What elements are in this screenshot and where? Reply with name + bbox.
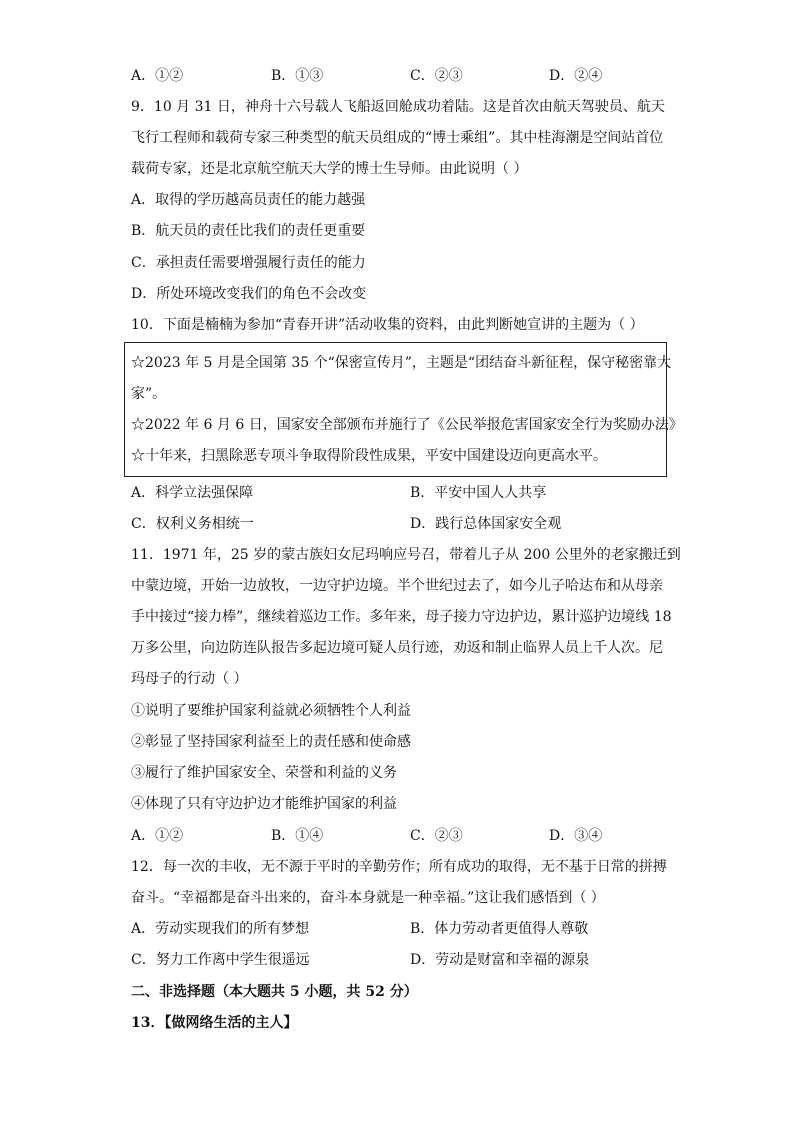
q11-statement-4: ④体现了只有守边护边才能维护国家的利益 [131, 796, 397, 812]
q12-option-b: B．体力劳动者更值得人尊敬 [410, 921, 589, 937]
q10-option-d: D．践行总体国家安全观 [410, 516, 562, 532]
q10-material-line-4: ☆十年来，扫黑除恶专项斗争取得阶段性成果，平安中国建设迈向更高水平。 [131, 448, 607, 464]
q11-stem-line-5: 玛母子的行动（ ） [131, 671, 248, 687]
q9-option-d: D．所处环境改变我们的角色不会改变 [131, 286, 367, 302]
q11-option-d: D．③④ [549, 828, 603, 844]
q12-stem-line-2: 奋斗。“幸福都是奋斗出来的，奋斗本身就是一种幸福。”这让我们感悟到（ ） [131, 890, 605, 906]
q9-option-c: C．承担责任需要增强履行责任的能力 [131, 255, 366, 271]
q8-option-b: B．①③ [271, 68, 324, 84]
q11-stem-line-2: 中蒙边境，开始一边放牧，一边守护边境。半个世纪过去了，如今儿子哈达布和从母亲 [131, 578, 663, 594]
q12-stem-line-1: 12．每一次的丰收，无不源于平时的辛勤劳作；所有成功的取得，无不基于日常的拼搏 [131, 859, 667, 875]
q13-title: 13．【做网络生活的主人】 [131, 1015, 298, 1031]
q10-material-line-1: ☆2023 年 5 月是全国第 35 个“保密宣传月”，主题是“团结奋斗新征程，保守秘密靠大 [131, 355, 672, 371]
q8-option-a: A．①② [131, 68, 184, 84]
q9-option-a: A．取得的学历越高员责任的能力越强 [131, 192, 366, 208]
q12-option-d: D．劳动是财富和幸福的源泉 [410, 952, 590, 968]
q12-option-a: A．劳动实现我们的所有梦想 [131, 921, 310, 937]
q11-option-b: B．①④ [271, 828, 324, 844]
q11-option-a: A．①② [131, 828, 184, 844]
q11-stem-line-4: 万多公里，向边防连队报告多起边境可疑人员行迹，劝返和制止临界人员上千人次。尼 [131, 640, 663, 656]
q10-material-line-2: 家”。 [131, 386, 167, 402]
q8-option-d: D．②④ [549, 68, 603, 84]
q11-statement-2: ②彰显了坚持国家利益至上的责任感和使命感 [131, 734, 411, 750]
q11-stem-line-3: 手中接过“接力棒”，继续着巡边工作。多年来，母子接力守边护边，累计巡护边境线 18 [131, 609, 672, 625]
q9-stem-line-1: 9．10 月 31 日，神舟十六号载人飞船返回舱成功着陆。这是首次由航天驾驶员、航天 [131, 99, 665, 115]
q11-statement-1: ①说明了要维护国家利益就必须牺牲个人利益 [131, 703, 411, 719]
q11-statement-3: ③履行了维护国家安全、荣誉和利益的义务 [131, 765, 397, 781]
section-2-title: 二、非选择题（本大题共 5 小题，共 52 分） [131, 984, 418, 1000]
q9-stem-line-3: 载荷专家，还是北京航空航天大学的博士生导师。由此说明（ ） [131, 161, 528, 177]
q10-option-b: B．平安中国人人共享 [410, 485, 547, 501]
q10-stem: 10．下面是楠楠为参加“青春开讲”活动收集的资料，由此判断她宣讲的主题为（ ） [131, 317, 644, 333]
q10-option-c: C．权利义务相统一 [131, 516, 254, 532]
q11-option-c: C．②③ [410, 828, 463, 844]
q12-option-c: C．努力工作离中学生很遥远 [131, 952, 310, 968]
q10-option-a: A．科学立法强保障 [131, 485, 254, 501]
q9-option-b: B．航天员的责任比我们的责任更重要 [131, 223, 366, 239]
q10-material-line-3: ☆2022 年 6 月 6 日，国家安全部颁布并施行了《公民举报危害国家安全行为奖励办法》 [131, 417, 683, 433]
q9-stem-line-2: 飞行工程师和载荷专家三种类型的航天员组成的“博士乘组”。其中桂海潮是空间站首位 [131, 130, 664, 146]
q8-option-c: C．②③ [410, 68, 463, 84]
q11-stem-line-1: 11．1971 年，25 岁的蒙古族妇女尼玛响应号召，带着儿子从 200 公里外的老家搬迁到 [131, 547, 681, 563]
